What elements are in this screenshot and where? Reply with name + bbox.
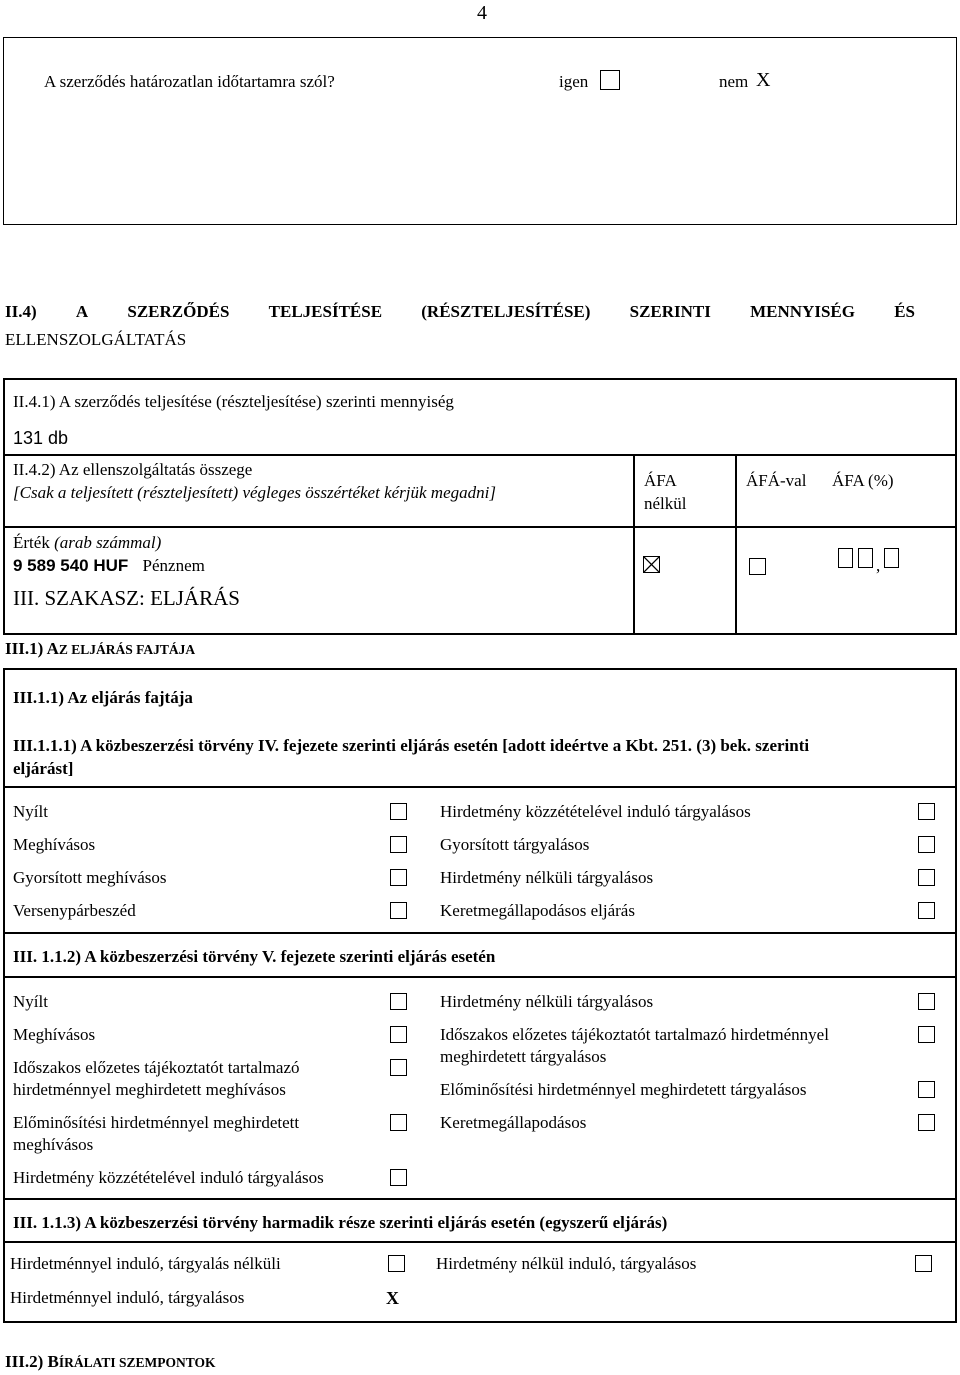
afa-pct-decimal-box[interactable] <box>884 548 899 568</box>
indefinite-question: A szerződés határozatlan időtartamra szól? <box>44 72 335 91</box>
iii11-label: III.1.1) Az eljárás fajtája <box>13 688 193 707</box>
option-label: hirdetménnyel meghirdetett meghívásos <box>13 1080 286 1099</box>
value-amount: 9 589 540 HUF <box>13 556 129 575</box>
indefinite-box <box>3 37 957 225</box>
option-label: Hirdetmény nélkül induló, tárgyalásos <box>436 1254 697 1273</box>
option-label: Hirdetmény nélküli tárgyalásos <box>440 868 654 887</box>
quantity-value: 131 db <box>13 428 69 448</box>
ii4-word: MENNYISÉG <box>750 302 855 321</box>
option-label: Gyorsított meghívásos <box>13 868 167 887</box>
iii1-prefix: III.1) A <box>5 639 59 658</box>
iii113-list-top <box>3 1241 957 1243</box>
table-col-divider-2 <box>735 455 737 633</box>
option-checkbox[interactable] <box>390 869 407 886</box>
ii4-word: TELJESÍTÉSE <box>268 302 383 321</box>
option-checkbox[interactable] <box>390 836 407 853</box>
option-checkbox[interactable] <box>918 993 935 1010</box>
table-bottom-border <box>3 633 957 635</box>
option-label: Hirdetmény nélküli tárgyalásos <box>440 992 654 1011</box>
option-checkbox[interactable] <box>390 902 407 919</box>
option-label: Versenypárbeszéd <box>13 901 136 920</box>
option-checkbox[interactable] <box>915 1255 932 1272</box>
option-checkbox[interactable] <box>390 1114 407 1131</box>
option-label: Hirdetmény közzétételével induló tárgyalásos <box>13 1168 324 1187</box>
option-checkbox[interactable] <box>918 869 935 886</box>
table-right-border <box>955 378 957 634</box>
option-checkbox[interactable] <box>390 1059 407 1076</box>
value-row <box>13 556 205 576</box>
col-afa-nelkul-2: nélkül <box>644 494 687 513</box>
yes-checkbox[interactable] <box>600 70 620 90</box>
iii-frame-bottom <box>3 1321 957 1323</box>
ii42-label: II.4.2) Az ellenszolgáltatás összege <box>13 460 253 479</box>
afa-nelkul-checkbox-checked[interactable] <box>643 556 660 573</box>
iv-list-top <box>3 786 957 788</box>
option-label: Meghívásos <box>13 1025 96 1044</box>
currency-label: Pénznem <box>142 556 205 575</box>
afa-pct-separator: , <box>876 556 881 575</box>
option-label: Időszakos előzetes tájékoztatót tartalmazó hirdetménnyel <box>440 1025 829 1044</box>
value-label-text: Érték <box>13 533 50 552</box>
iii1-rest: Z ELJÁRÁS FAJTÁJA <box>58 642 196 657</box>
iii2-prefix: III.2) B <box>5 1352 59 1371</box>
section-iii-title: III. SZAKASZ: ELJÁRÁS <box>13 586 240 610</box>
iii-frame-left <box>3 668 5 1323</box>
selected-mark: X <box>386 1288 399 1308</box>
afa-pct-digit-box[interactable] <box>838 548 853 568</box>
option-label: Hirdetmény közzétételével induló tárgyalásos <box>440 802 751 821</box>
option-label: Keretmegállapodásos eljárás <box>440 901 635 920</box>
option-checkbox[interactable] <box>390 1026 407 1043</box>
col-afa-pct: ÁFA (%) <box>832 471 894 490</box>
ii4-word: SZERZŐDÉS <box>127 302 230 321</box>
iii111-line1: III.1.1.1) A közbeszerzési törvény IV. fejezete szerinti eljárás esetén [adott ideértve a Kbt. 251. (3) bek. szerinti <box>13 736 810 755</box>
col-afa-val: ÁFÁ-val <box>746 471 807 490</box>
option-checkbox[interactable] <box>918 803 935 820</box>
option-checkbox[interactable] <box>918 836 935 853</box>
iii111-line2: eljárást] <box>13 759 74 778</box>
no-label: nem <box>719 72 749 91</box>
option-checkbox[interactable] <box>390 993 407 1010</box>
value-label-note: (arab számmal) <box>54 533 162 552</box>
option-label: Előminősítési hirdetménnyel meghirdetett tárgyalásos <box>440 1080 807 1099</box>
iii113-label: III. 1.1.3) A közbeszerzési törvény harmadik része szerinti eljárás esetén (egyszerű eljárás) <box>13 1213 668 1232</box>
ii4-word: SZERINTI <box>629 302 711 321</box>
iii1-heading <box>5 639 195 659</box>
yes-label: igen <box>559 72 589 91</box>
ii4-prefix: II.4) <box>5 302 37 321</box>
option-checkbox[interactable] <box>390 1169 407 1186</box>
option-label: Keretmegállapodásos <box>440 1113 587 1132</box>
table-top-border <box>3 378 957 380</box>
option-label: meghirdetett tárgyalásos <box>440 1047 607 1066</box>
afa-pct-digit-box[interactable] <box>858 548 873 568</box>
option-label: Meghívásos <box>13 835 96 854</box>
option-label: Nyílt <box>13 802 48 821</box>
table-col-divider-1 <box>633 455 635 633</box>
option-label: Előminősítési hirdetménnyel meghirdetett <box>13 1113 300 1132</box>
option-checkbox[interactable] <box>918 1114 935 1131</box>
iii112-label: III. 1.1.2) A közbeszerzési törvény V. fejezete szerinti eljárás esetén <box>13 947 496 966</box>
option-checkbox[interactable] <box>918 1081 935 1098</box>
option-label: Gyorsított tárgyalásos <box>440 835 590 854</box>
ii42-note: [Csak a teljesített (részteljesített) végleges összértéket kérjük megadni] <box>13 483 496 502</box>
option-label: meghívásos <box>13 1135 94 1154</box>
v-list-top <box>3 976 957 978</box>
table-divider <box>3 454 957 456</box>
no-mark: X <box>756 69 771 91</box>
afa-val-checkbox[interactable] <box>749 558 766 575</box>
option-checkbox[interactable] <box>918 902 935 919</box>
col-afa-nelkul-1: ÁFA <box>644 471 677 490</box>
option-label: Nyílt <box>13 992 48 1011</box>
table-row-divider <box>3 526 957 528</box>
v-section-top <box>3 932 957 934</box>
iii-frame-right <box>955 668 957 1323</box>
table-left-border <box>3 378 5 634</box>
iii-frame-top <box>3 668 957 670</box>
iii2-heading <box>5 1352 216 1372</box>
ii4-word: (RÉSZTELJESÍTÉSE) <box>421 302 591 321</box>
ii4-heading-line1 <box>5 302 915 322</box>
ii4-word: A <box>75 302 89 321</box>
page-number: 4 <box>477 2 487 24</box>
option-label: Időszakos előzetes tájékoztatót tartalmazó <box>13 1058 300 1077</box>
iii2-rest: ÍRÁLATI SZEMPONTOK <box>58 1355 216 1370</box>
value-label <box>13 533 161 553</box>
option-checkbox[interactable] <box>918 1026 935 1043</box>
option-checkbox[interactable] <box>390 803 407 820</box>
option-label: Hirdetménnyel induló, tárgyalásos <box>10 1288 245 1307</box>
ii41-label: II.4.1) A szerződés teljesítése (részteljesítése) szerinti mennyiség <box>13 392 454 411</box>
ii4-word: ÉS <box>894 302 915 321</box>
option-label: Hirdetménnyel induló, tárgyalás nélküli <box>10 1254 281 1273</box>
iii113-top <box>3 1198 957 1200</box>
option-checkbox[interactable] <box>388 1255 405 1272</box>
ii4-heading-line2: ELLENSZOLGÁLTATÁS <box>5 330 187 349</box>
